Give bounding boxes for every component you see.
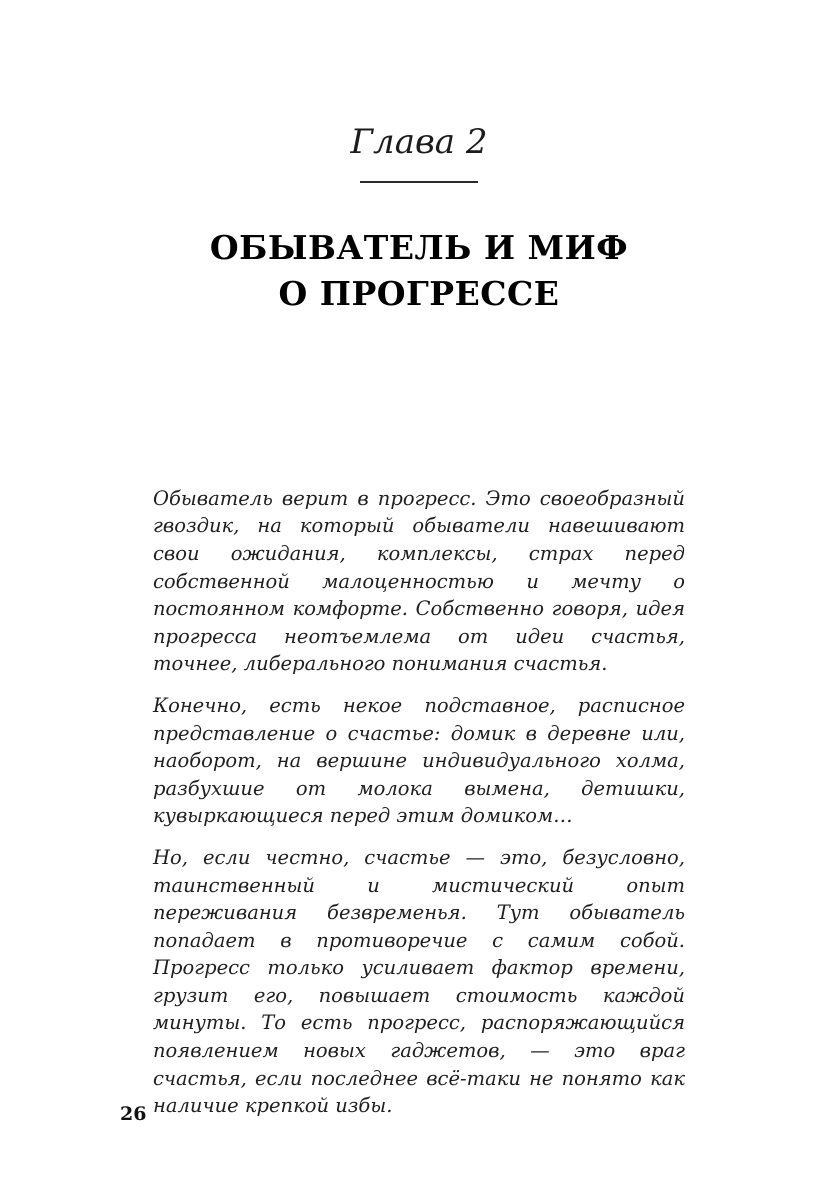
text-block — [153, 0, 685, 1120]
chapter-label: Глава 2 — [350, 122, 488, 162]
chapter-divider-rule — [360, 181, 478, 183]
chapter-heading-line2: О ПРОГРЕССЕ — [278, 273, 560, 313]
body-text — [153, 485, 685, 1120]
page-number: 26 — [120, 1103, 147, 1125]
paragraph: Конечно, есть некое подставное, расписное представление о счастье: домик в деревне или, наоборот, на вершине индивидуального холма, разбухшие от молока вымена, детишки, кувыркающиеся перед этим домиком… — [153, 693, 685, 828]
paragraph: Но, если честно, счастье — это, безусловно, таинственный и мистический опыт переживания безвременья. Тут обыватель попадает в противоречие с самим собой. Прогресс только усиливает фактор времени, грузит его, повышает стоимость каждой минуты. То есть прогресс, распоряжающийся появлением новых гаджетов, — это враг счастья, если последнее всё-таки не понято как наличие крепкой избы. — [153, 845, 685, 1118]
chapter-heading-line1: ОБЫВАТЕЛЬ И МИФ — [209, 227, 629, 267]
paragraph: Обыватель верит в прогресс. Это своеобразный гвоздик, на который обыватели навешивают свои ожидания, комплексы, страх перед собственной малоценностью и мечту о постоянном комфорте. Собственно говоря, идея прогресса неотъемлема от идеи счастья, точнее, либерального понимания счастья. — [153, 486, 685, 676]
chapter-heading — [153, 225, 685, 317]
